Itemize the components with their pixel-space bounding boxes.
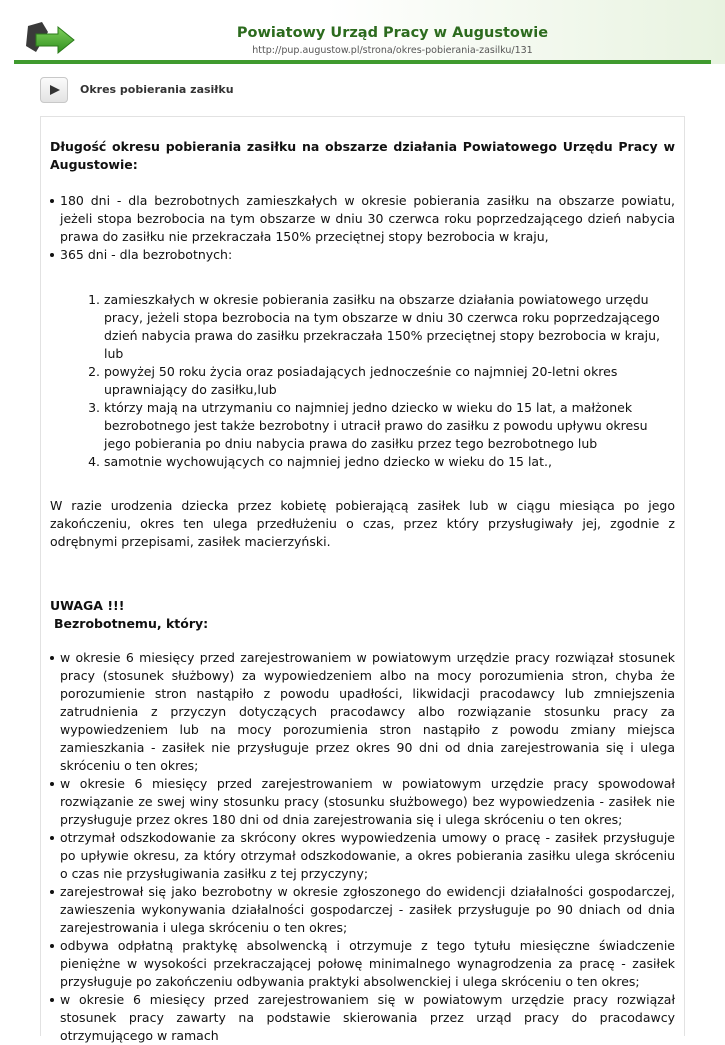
- list-item: 4. samotnie wychowujących co najmniej jedno dziecko w wieku do 15 lat.,: [104, 453, 675, 471]
- list-item: 1. zamieszkałych w okresie pobierania zasiłku na obszarze działania powiatowego urzędu pracy, jeżeli stopa bezrobocia na tym obszarze w dniu 30 czerwca roku poprzedzającego dzień nabycia prawa do zasiłku przekraczała 150% przeciętnej stopy bezrobocia w kraju, lub: [104, 291, 675, 363]
- list-item: w okresie 6 miesięcy przed zarejestrowaniem w powiatowym urzędzie pracy spowodował rozwiązanie ze swej winy stosunku pracy (stosunku służbowego) bez wypowiedzenia - zasiłek nie przysługuje przez okres 180 dni od dnia zarejestrowania się i ulega skróceniu o ten okres;: [50, 775, 675, 829]
- page-url[interactable]: http://pup.augustow.pl/strona/okres-pobierania-zasilku/131: [252, 45, 533, 56]
- site-title: Powiatowy Urząd Pracy w Augustowie: [236, 25, 549, 41]
- list-item: 180 dni - dla bezrobotnych zamieszkałych w okresie pobierania zasiłku na obszarze powiatu, jeżeli stopa bezrobocia na tym obszarze w dniu 30 czerwca roku poprzedzającego dzień nabycia prawa do zasiłku nie przekraczała 150% przeciętnej stopy bezrobocia w kraju,: [50, 192, 675, 246]
- list-item: odbywa odpłatną praktykę absolwencką i otrzymuje z tego tytułu miesięczne świadczenie pieniężne w wysokości przekraczającej połowę minimalnego wynagrodzenia za pracę - zasiłek przysługuje po zakończeniu odbywania praktyki absolwenckiej i ulega skróceniu o ten okres;: [50, 937, 675, 991]
- list-item: 2. powyżej 50 roku życia oraz posiadających jednocześnie co najmniej 20-letni okres uprawniający do zasiłku,lub: [104, 363, 675, 399]
- list-item: zarejestrował się jako bezrobotny w okresie zgłoszonego do ewidencji działalności gospodarczej, zawieszenia wykonywania działalności gospodarczej - zasiłek przysługuje po 90 dniach od dnia zarejestrowania i ulega skróceniu o ten okres;: [50, 883, 675, 937]
- play-arrow-icon: [49, 84, 61, 96]
- list-item: 365 dni - dla bezrobotnych:: [50, 246, 675, 264]
- list-item: w okresie 6 miesięcy przed zarejestrowaniem w powiatowym urzędzie pracy rozwiązał stosunek pracy (stosunek służbowy) za wypowiedzeniem albo na mocy porozumienia stron, chyba że porozumienie stron nastąpiło z powodu upadłości, likwidacji pracodawcy lub zmniejszenia zatrudnienia z przyczyn dotyczących pracodawcy albo rozwiązanie stosunku pracy za wypowiedzeniem lub na mocy porozumienia stron nastąpiło z powodu zmiany miejsca zamieszkania - zasiłek nie przysługuje przez okres 90 dni od dnia zarejestrowania się i ulega skróceniu o ten okres;: [50, 649, 675, 775]
- list-item: 3. którzy mają na utrzymaniu co najmniej jedno dziecko w wieku do 15 lat, a małżonek bezrobotnego jest także bezrobotny i utracił prawo do zasiłku z powodu upływu okresu jego pobierania po dniu nabycia prawa do zasiłku przez tego bezrobotnego lub: [104, 399, 675, 453]
- condition-list: [50, 291, 675, 471]
- list-item: otrzymał odszkodowanie za skrócony okres wypowiedzenia umowy o pracę - zasiłek przysługuje po upływie okresu, za który otrzymał odszkodowanie, a okres pobierania zasiłku ulega skróceniu o czas nie przysługiwania zasiłku z tej przyczyny;: [50, 829, 675, 883]
- article-content: [50, 138, 675, 1045]
- warning-title: UWAGA !!!: [50, 598, 125, 613]
- warning-list: [50, 649, 675, 1045]
- birth-note: W razie urodzenia dziecka przez kobietę pobierającą zasiłek lub w ciągu miesiąca po jego zakończeniu, okres ten ulega przedłużeniu o czas, przez który przysługiwały jej, zgodnie z odrębnymi przepisami, zasiłek macierzyński.: [50, 498, 675, 549]
- header-divider: [14, 60, 711, 64]
- breadcrumb-label: Okres pobierania zasiłku: [80, 83, 234, 96]
- period-list: [50, 192, 675, 264]
- warning-subtitle: Bezrobotnemu, który:: [54, 616, 209, 631]
- article-heading: Długość okresu pobierania zasiłku na obszarze działania Powiatowego Urzędu Pracy w Augustowie:: [50, 139, 675, 172]
- breadcrumb-arrow-button[interactable]: [40, 77, 68, 103]
- list-item: w okresie 6 miesięcy przed zarejestrowaniem się w powiatowym urzędzie pracy rozwiązał stosunek pracy zawarty na podstawie skierowania przez urząd pracy do pracodawcy otrzymującego w ramach: [50, 991, 675, 1045]
- logo-arrow-icon: [24, 22, 76, 56]
